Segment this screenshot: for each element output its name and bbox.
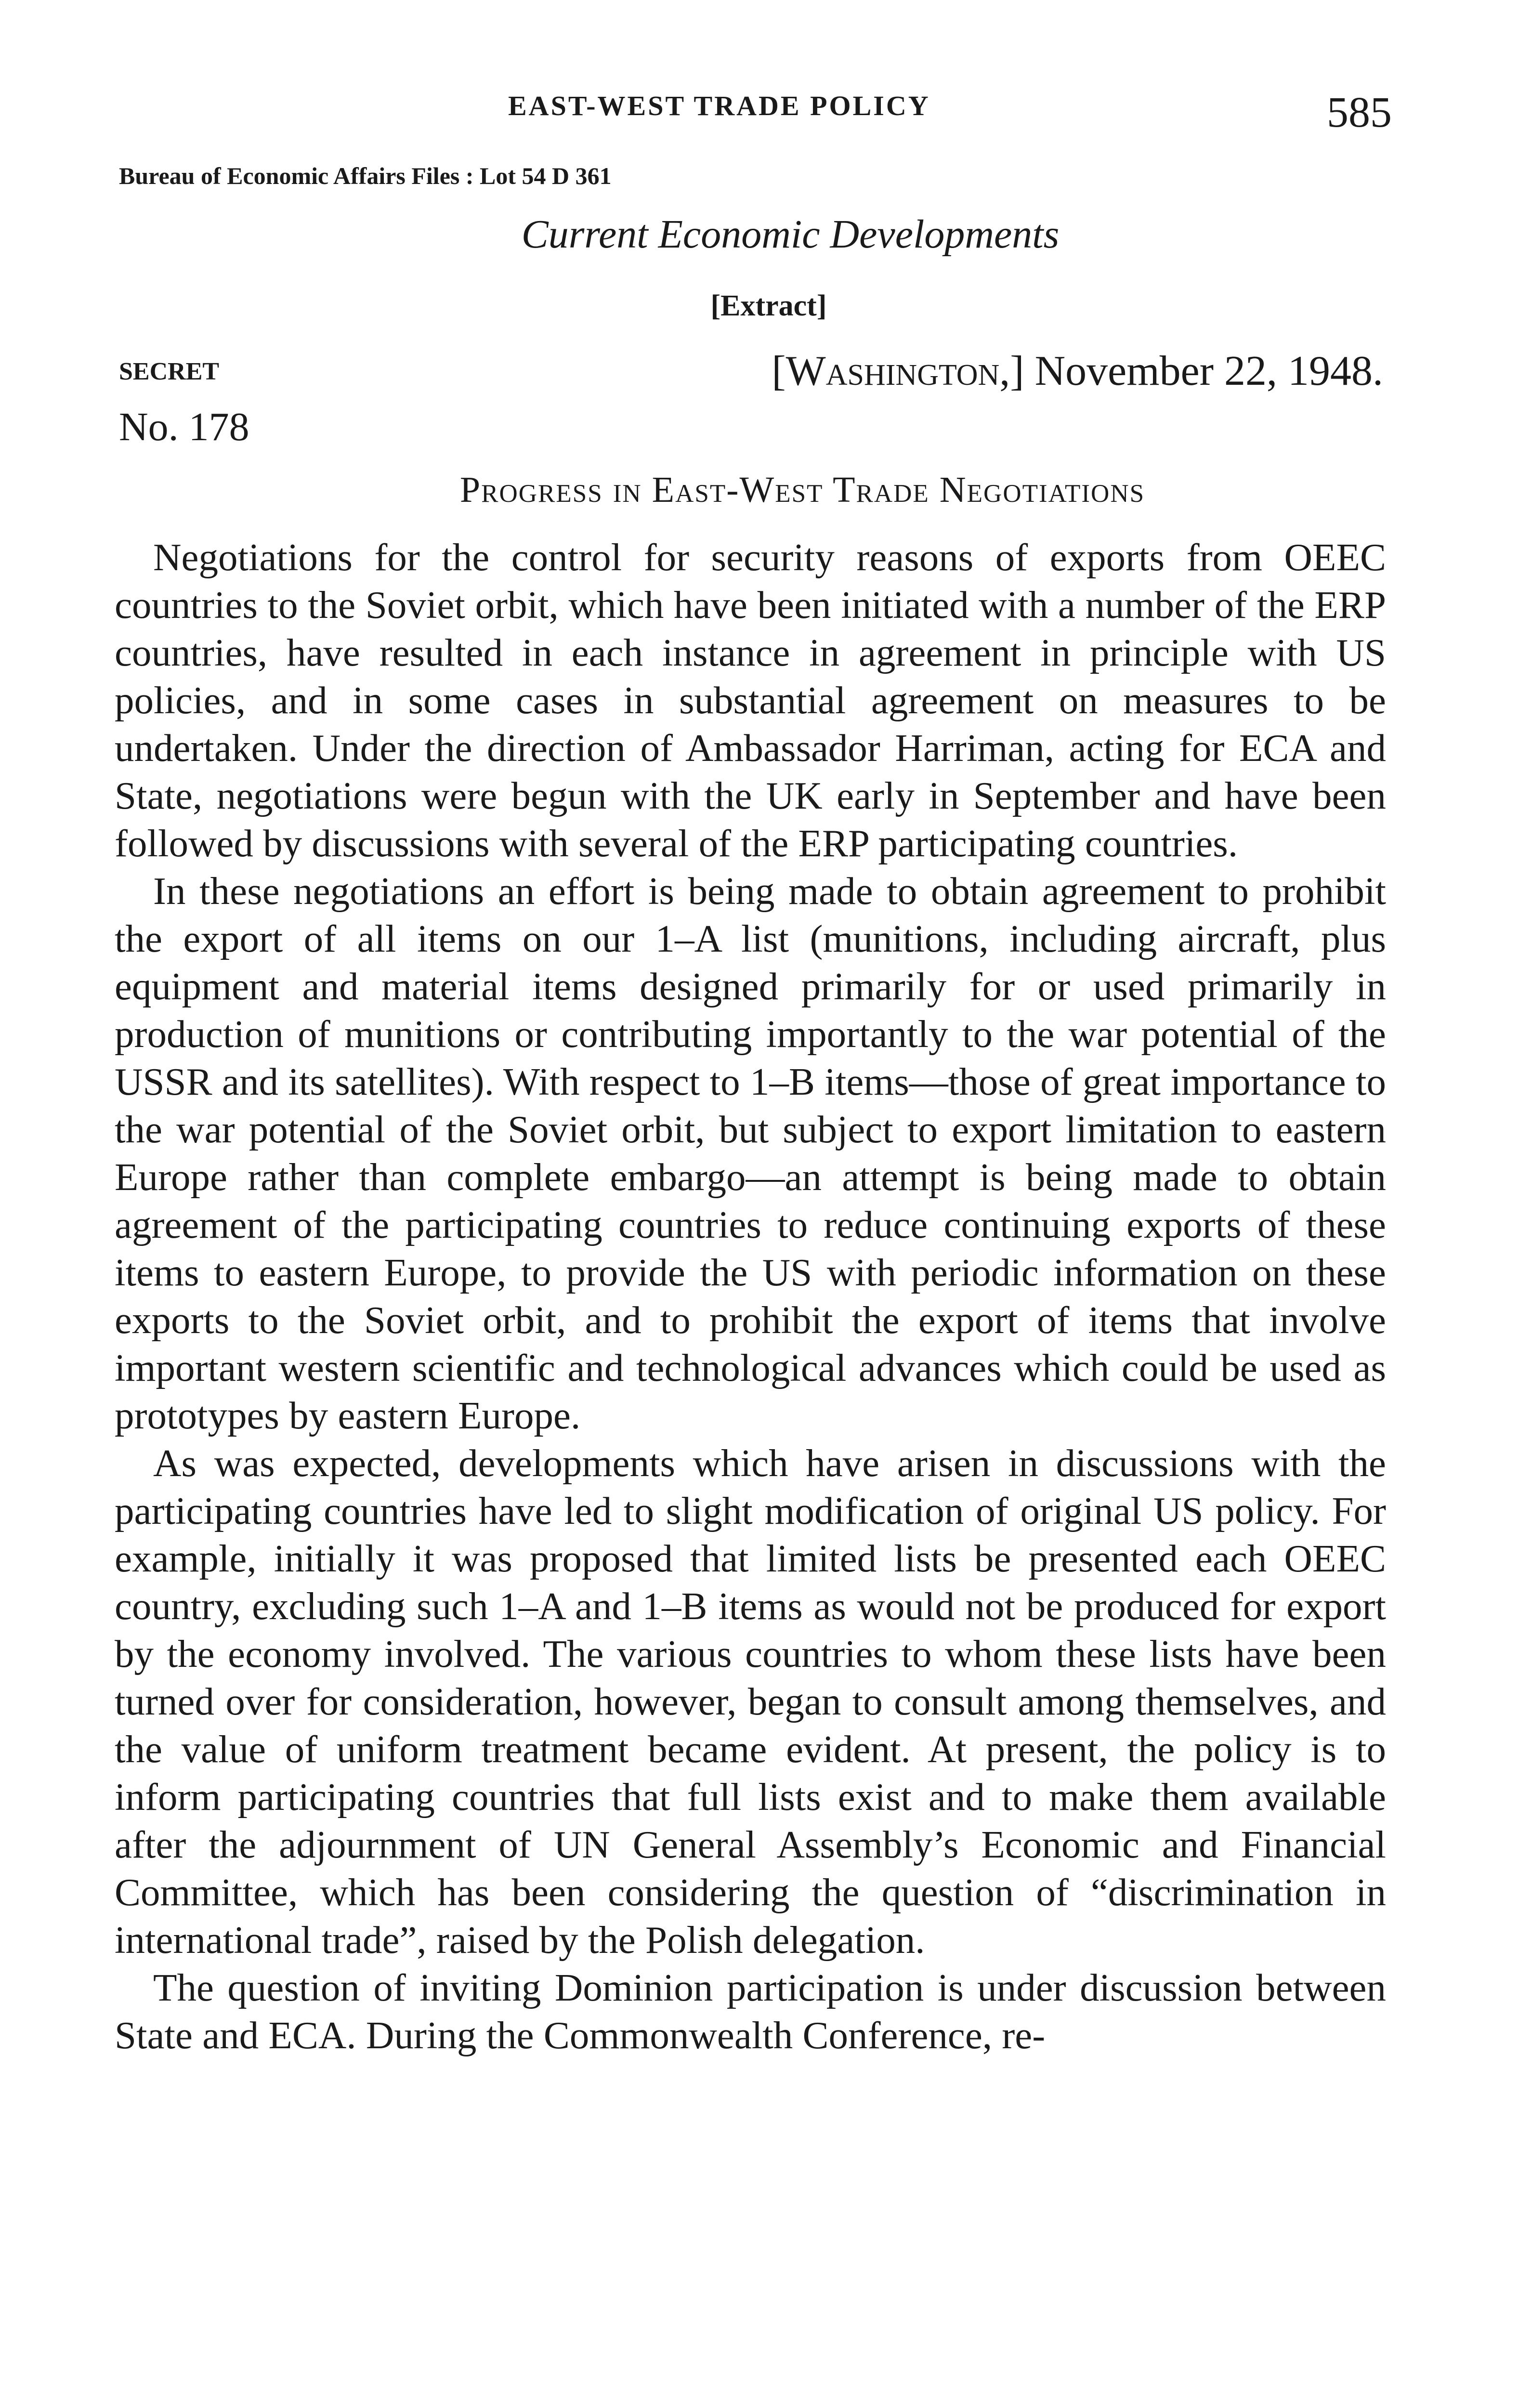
paragraph: The question of inviting Dominion participation is under discussion between State and ECA. During the Commonwealth Conference, re-: [115, 1966, 1386, 2057]
paragraph: In these negotiations an effort is being made to obtain agreement to prohibit the export of all items on our 1–A list (munitions, including aircraft, plus equipment and material items designed primarily for or used primarily in production of munitions or contributing importantly to the war potential of the USSR and its satellites). With respect to 1–B items—those of great importance to the war potential of the Soviet orbit, but subject to export limitation to eastern Europe rather than complete embargo—an attempt is being made to obtain agreement of the participating countries to reduce continuing exports of these items to eastern Europe, to provide the US with periodic information on these exports to the Soviet orbit, and to prohibit the export of items that involve important western scientific and technological advances which could be used as prototypes by eastern Europe.: [115, 869, 1386, 1437]
extract-note: [Extract]: [710, 289, 827, 322]
dateline: [772, 347, 1383, 395]
classification-label: SECRET: [119, 358, 220, 385]
dateline-place: [Washington,]: [772, 348, 1024, 394]
paragraph: As was expected, developments which have arisen in discussions with the participating countries have led to slight modification of original US policy. For example, initially it was proposed that limited lists be presented each OEEC country, excluding such 1–A and 1–B items as would not be produced for export by the economy involved. The various countries to whom these lists have been turned over for consideration, however, began to consult among themselves, and the value of uniform treatment became evident. At present, the policy is to inform participating countries that full lists exist and to make them available after the adjournment of UN General Assembly’s Economic and Financial Committee, which has been considering the question of “discrimination in international trade”, raised by the Polish delegation.: [115, 1441, 1386, 1962]
document-number: No. 178: [119, 405, 249, 449]
running-head: EAST-WEST TRADE POLICY: [508, 90, 930, 121]
body-text: [115, 534, 1386, 2059]
dateline-date: November 22, 1948.: [1034, 348, 1383, 394]
page-number: 585: [1327, 89, 1392, 136]
section-title: Progress in East-West Trade Negotiations: [459, 470, 1145, 510]
paragraph: Negotiations for the control for security reasons of exports from OEEC countries to the Soviet orbit, which have been initiated with a number of the ERP countries, have resulted in each instance in agreement in principle with US policies, and in some cases in substantial agreement on measures to be undertaken. Under the direction of Ambassador Harriman, acting for ECA and State, negotiations were begun with the UK early in September and have been followed by discussions with several of the ERP participating countries.: [115, 536, 1386, 865]
document-title: Current Economic Developments: [521, 212, 1060, 257]
file-reference: Bureau of Economic Affairs Files : Lot 54 D 361: [119, 162, 612, 189]
